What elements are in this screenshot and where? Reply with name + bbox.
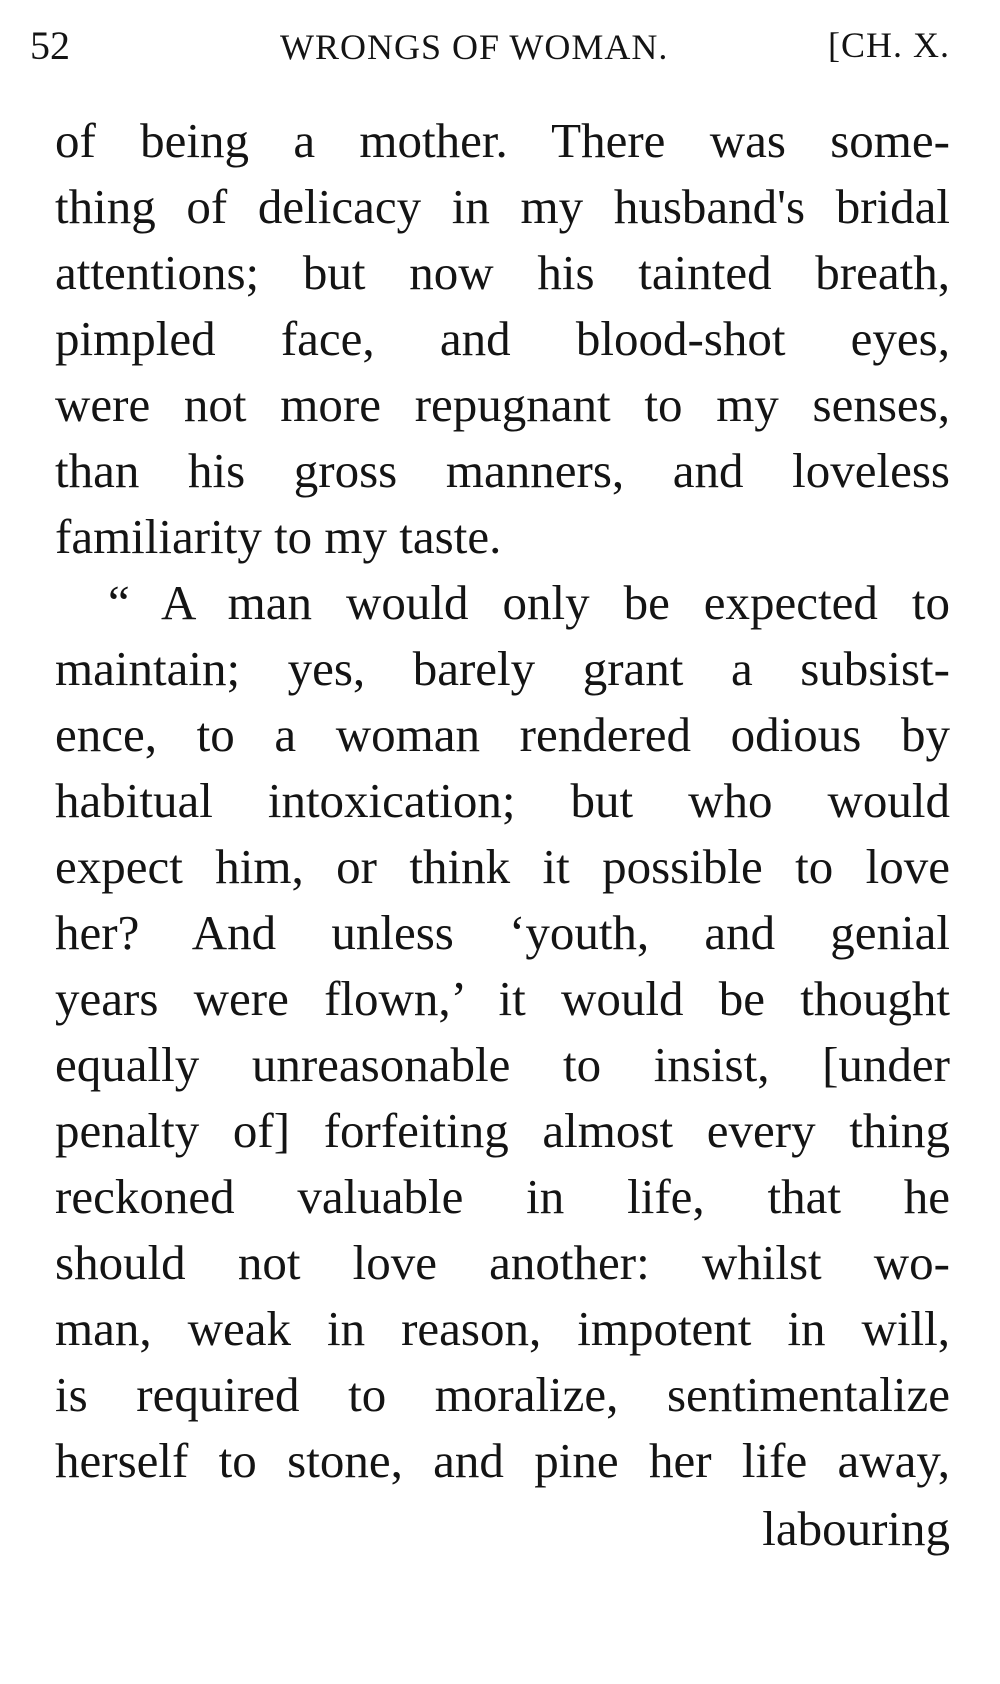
text-line: is required to moralize, sentimentalize xyxy=(55,1367,950,1422)
text-line: pimpled face, and blood-shot eyes, xyxy=(55,311,950,366)
catchword: labouring xyxy=(762,1501,950,1556)
text-line: thing of delicacy in my husband's bridal xyxy=(55,179,950,234)
text-line: herself to stone, and pine her life away, xyxy=(55,1433,950,1488)
text-line: expect him, or think it possible to love xyxy=(55,839,950,894)
text-line: equally unreasonable to insist, [under xyxy=(55,1037,950,1092)
text-line: reckoned valuable in life, that he xyxy=(55,1169,950,1224)
text-line: her? And unless ‘youth, and genial xyxy=(55,905,950,960)
text-line: were not more repugnant to my senses, xyxy=(55,377,950,432)
text-line: of being a mother. There was some- xyxy=(55,113,950,168)
text-line: habitual intoxication; but who would xyxy=(55,773,950,828)
text-line: familiarity to my taste. xyxy=(55,509,502,564)
text-line: “ A man would only be expected to xyxy=(108,575,950,630)
page-number: 52 xyxy=(30,23,70,68)
text-line: maintain; yes, barely grant a subsist- xyxy=(55,641,950,696)
text-line: than his gross manners, and loveless xyxy=(55,443,950,498)
chapter-label: [CH. X. xyxy=(828,25,950,65)
running-title: WRONGS OF WOMAN. xyxy=(280,27,669,67)
text-line: attentions; but now his tainted breath, xyxy=(55,245,950,300)
text-line: years were flown,’ it would be thought xyxy=(55,971,950,1026)
text-line: penalty of] forfeiting almost every thing xyxy=(55,1103,950,1158)
running-head xyxy=(0,22,1000,82)
text-line: ence, to a woman rendered odious by xyxy=(55,707,950,762)
text-line: should not love another: whilst wo- xyxy=(55,1235,950,1290)
text-line: man, weak in reason, impotent in will, xyxy=(55,1301,950,1356)
